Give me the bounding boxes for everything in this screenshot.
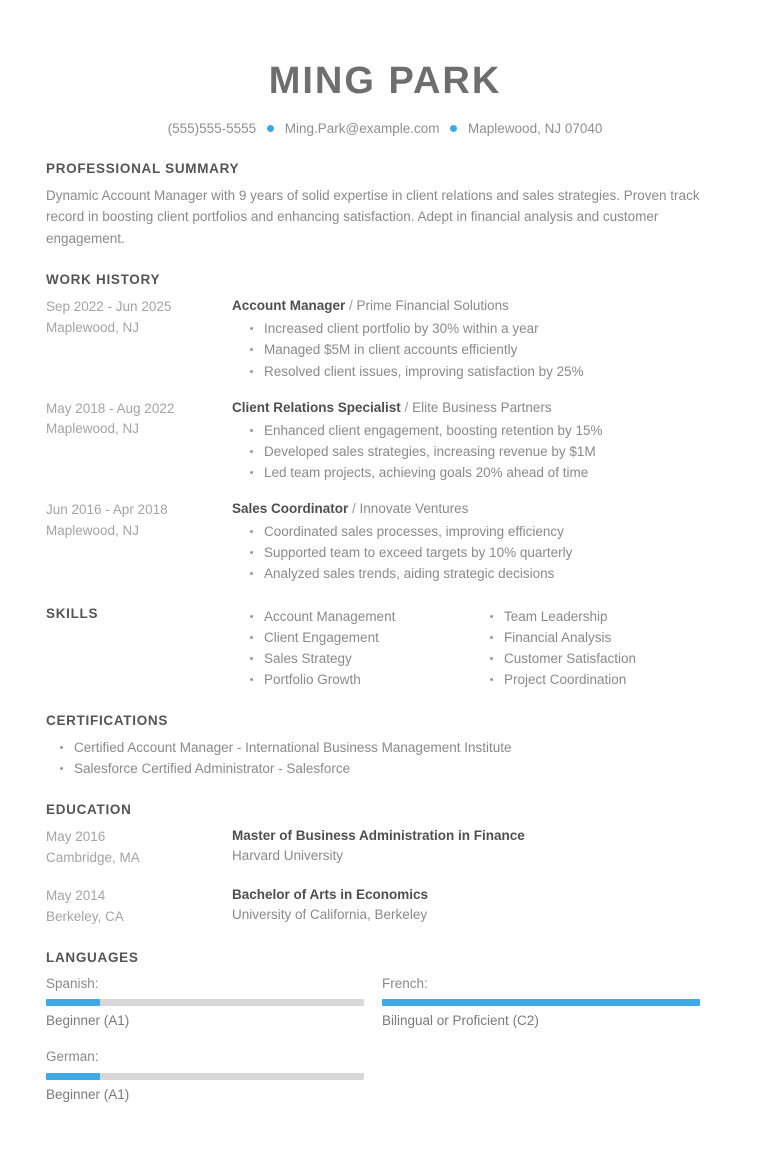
contact-location: Maplewood, NJ 07040 [468,120,603,136]
section-languages [46,950,724,1121]
work-separator: / [348,500,360,516]
language-level: Beginner (A1) [46,1013,130,1029]
work-entry-meta [46,499,232,542]
certification-item: Salesforce Certified Administrator - Salesforce [60,758,724,780]
work-bullet: Resolved client issues, improving satisfaction by 25% [250,361,724,382]
education-location: Cambridge, MA [46,850,140,866]
section-heading: LANGUAGES [46,949,139,965]
language-name: German: [46,1049,99,1065]
education-entry-detail [232,885,724,926]
summary-text: Dynamic Account Manager with 9 years of solid expertise in client relations and sales strategies. Proven track record in boosting client portfolios and enhancing satisfaction. Adept in financial analysis and customer engagement. [46,187,700,247]
education-entry [46,826,724,869]
work-role: Account Manager [232,298,346,314]
contact-phone: (555)555-5555 [167,120,257,136]
language-proficiency-bar [382,999,700,1006]
work-company: Elite Business Partners [412,399,552,415]
education-entry [46,885,724,928]
work-bullet: Analyzed sales trends, aiding strategic decisions [250,563,724,584]
work-bullet: Increased client portfolio by 30% within a year [250,318,724,339]
language-proficiency-bar [46,999,364,1006]
education-school: Harvard University [232,848,344,864]
work-entry-detail [232,398,724,483]
work-location: Maplewood, NJ [46,320,140,336]
work-bullet: Coordinated sales processes, improving efficiency [250,521,724,542]
section-heading: EDUCATION [46,802,132,818]
work-entry-detail [232,296,724,381]
education-entry-meta [46,885,232,928]
skill-item: Team Leadership [490,606,724,627]
work-company: Prime Financial Solutions [356,298,509,314]
work-entry [46,499,724,584]
work-bullet-list [232,420,724,483]
section-heading: SKILLS [46,606,99,622]
work-entry [46,398,724,483]
skills-column-left [232,606,472,690]
education-school: University of California, Berkeley [232,907,428,923]
section-skills [46,606,724,690]
contact-line [46,120,724,139]
skill-item: Project Coordination [490,669,724,690]
language-item [46,1047,382,1105]
skill-item: Financial Analysis [490,627,724,648]
work-dates: Sep 2022 - Jun 2025 [46,299,172,315]
language-item [46,974,382,1032]
bullet-separator-icon [450,125,457,132]
skills-list [232,606,472,690]
language-level: Bilingual or Proficient (C2) [382,1013,539,1029]
skill-item: Client Engagement [250,627,472,648]
work-bullet: Enhanced client engagement, boosting retention by 15% [250,420,724,441]
language-proficiency-bar [46,1073,364,1080]
work-dates: May 2018 - Aug 2022 [46,400,175,416]
work-title-line [232,398,724,418]
section-heading: CERTIFICATIONS [46,712,169,728]
skill-item: Sales Strategy [250,648,472,669]
skill-item: Portfolio Growth [250,669,472,690]
work-entry-meta [46,398,232,441]
skill-item: Customer Satisfaction [490,648,724,669]
work-bullet: Developed sales strategies, increasing revenue by $1M [250,441,724,462]
work-bullet-list [232,521,724,584]
work-bullet: Supported team to exceed targets by 10% quarterly [250,542,724,563]
skill-item: Account Management [250,606,472,627]
section-education [46,802,724,928]
work-entry [46,296,724,381]
work-title-line [232,296,724,316]
section-certifications [46,713,724,781]
work-separator: / [400,399,413,415]
language-proficiency-fill [46,1073,100,1080]
work-company: Innovate Ventures [359,500,469,516]
work-location: Maplewood, NJ [46,522,140,538]
bullet-separator-icon [267,125,274,132]
education-location: Berkeley, CA [46,909,124,924]
education-date: May 2014 [46,888,106,904]
work-bullet-list [232,318,724,381]
resume-header [46,60,724,139]
skills-column-right [472,606,724,690]
section-heading: WORK HISTORY [46,272,161,288]
work-bullet: Led team projects, achieving goals 20% ahead of time [250,462,724,483]
certification-item: Certified Account Manager - International Business Management Institute [60,737,724,759]
language-name: French: [382,975,428,991]
work-bullet: Managed $5M in client accounts efficiently [250,339,724,360]
work-title-line [232,499,724,519]
education-degree: Master of Business Administration in Finance [232,828,525,844]
education-entry-meta [46,826,232,869]
language-level: Beginner (A1) [46,1086,130,1102]
section-heading: PROFESSIONAL SUMMARY [46,160,240,176]
contact-email: Ming.Park@example.com [284,120,440,136]
work-role: Sales Coordinator [232,500,349,516]
education-degree: Bachelor of Arts in Economics [232,887,429,903]
language-proficiency-fill [46,999,100,1006]
work-entry-detail [232,499,724,584]
work-location: Maplewood, NJ [46,421,140,437]
language-grid [46,974,718,1121]
language-name: Spanish: [46,975,99,991]
section-work-history [46,272,724,584]
work-dates: Jun 2016 - Apr 2018 [46,501,168,517]
work-entry-meta [46,296,232,339]
skills-list [472,606,724,690]
education-date: May 2016 [46,829,106,845]
language-item [382,974,718,1032]
education-entry-detail [232,826,724,867]
work-separator: / [345,298,357,314]
section-professional-summary [46,161,724,251]
work-role: Client Relations Specialist [232,399,401,415]
candidate-name: MING PARK [268,60,502,102]
language-proficiency-fill [382,999,700,1006]
certification-list [46,737,724,781]
